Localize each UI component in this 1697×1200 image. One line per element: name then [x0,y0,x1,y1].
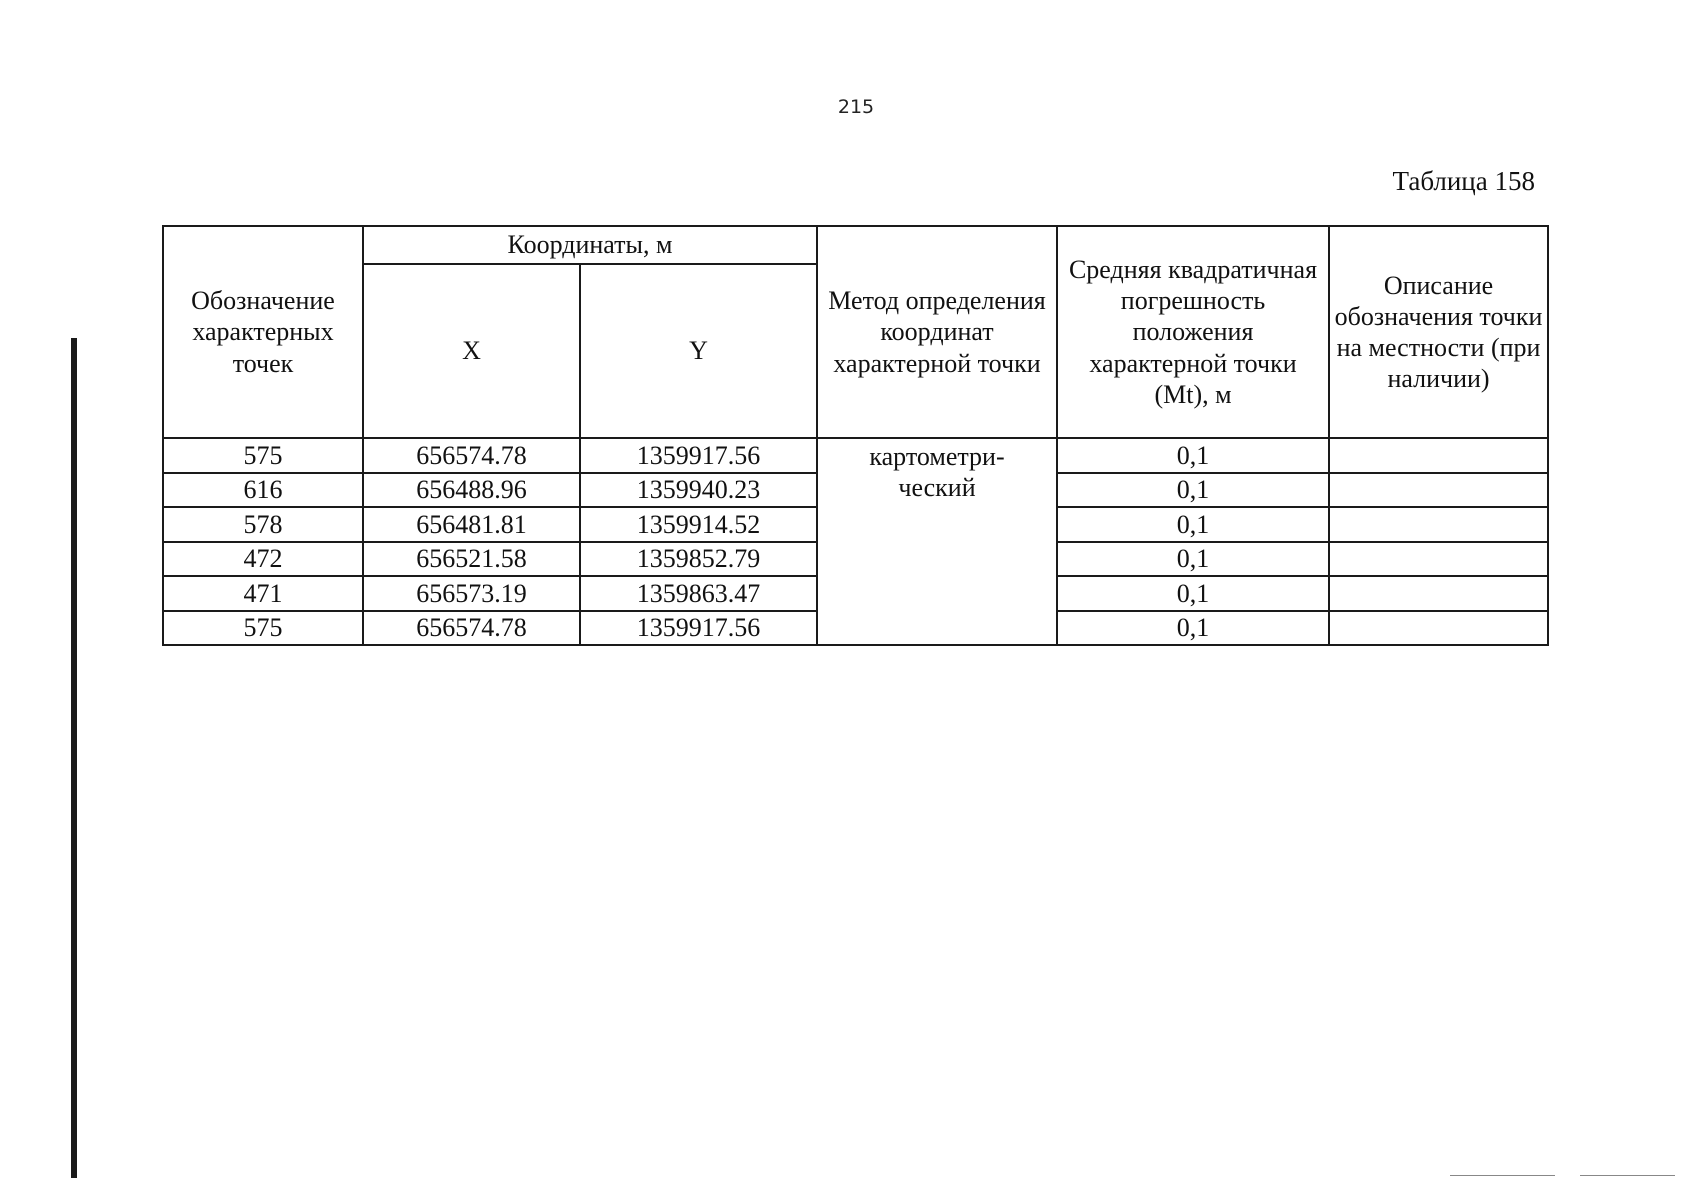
cell-error: 0,1 [1057,576,1329,611]
header-method: Метод определения координат характерной точки [817,226,1057,438]
cell-description [1329,507,1548,542]
cell-error: 0,1 [1057,438,1329,473]
cell-x: 656573.19 [363,576,580,611]
cell-point: 472 [163,542,363,577]
cell-description [1329,438,1548,473]
table-body [163,438,1548,645]
cell-description [1329,473,1548,508]
cell-x: 656488.96 [363,473,580,508]
scan-artifact-line [1580,1175,1675,1176]
cell-y: 1359852.79 [580,542,817,577]
cell-method: картометри- ческий [817,438,1057,645]
cell-y: 1359914.52 [580,507,817,542]
cell-description [1329,611,1548,646]
cell-description [1329,542,1548,577]
header-error: Средняя квадратичная погрешность положения характерной точки (Mt), м [1057,226,1329,438]
cell-point: 575 [163,438,363,473]
scan-artifact-line [1450,1175,1555,1176]
header-point: Обозначение характерных точек [163,226,363,438]
cell-y: 1359863.47 [580,576,817,611]
page-number: 215 [837,96,875,118]
cell-y: 1359940.23 [580,473,817,508]
cell-y: 1359917.56 [580,611,817,646]
cell-error: 0,1 [1057,507,1329,542]
cell-x: 656574.78 [363,611,580,646]
cell-point: 575 [163,611,363,646]
cell-error: 0,1 [1057,473,1329,508]
table-row [163,438,1548,473]
cell-point: 616 [163,473,363,508]
header-description: Описание обозначения точки на местности (при наличии) [1329,226,1548,438]
cell-x: 656521.58 [363,542,580,577]
table-caption: Таблица 158 [1392,166,1535,196]
cell-x: 656481.81 [363,507,580,542]
coordinates-table [162,225,1549,646]
cell-point: 471 [163,576,363,611]
cell-x: 656574.78 [363,438,580,473]
cell-error: 0,1 [1057,542,1329,577]
header-coordinates-group: Координаты, м [363,226,817,264]
scan-edge-bar [71,338,77,1178]
header-x: X [363,264,580,438]
cell-point: 578 [163,507,363,542]
cell-description [1329,576,1548,611]
cell-y: 1359917.56 [580,438,817,473]
cell-error: 0,1 [1057,611,1329,646]
header-y: Y [580,264,817,438]
